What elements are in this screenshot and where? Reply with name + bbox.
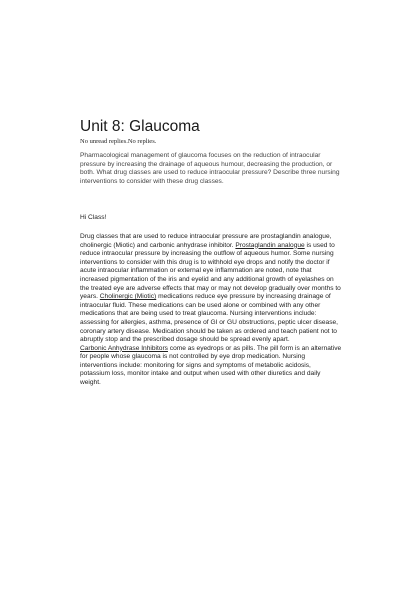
prostaglandin-text: is used to reduce intraocular pressure by increasing the outflow of aqueous humor. Some nursing interventions to consider with this drug is to withhold eye drops and notify the doctor if acute intraocular inflammation or external eye inflammation are noted, note that increased pigmentation of the iris and eyelid and any additional growth of eyelashes on the treated eye are adverse effects that may or may not develop gradually over months to years. xyxy=(80,241,341,301)
reply-status: No unread replies.No replies. xyxy=(80,138,157,145)
term-carbonic-anhydrase-inhibitors: Carbonic Anhydrase Inhibitors xyxy=(80,344,168,352)
page-title: Unit 8: Glaucoma xyxy=(80,118,200,135)
term-cholinergic: Cholinergic (Miotic) xyxy=(99,293,157,301)
carbonic-anhydrase-text: come as eyedrops or as pills. The pill form is an alternative for people whose glaucoma is not controlled by eye drop medication. Nursing interventions include: monitoring for signs and symptoms of metabolic acidosis, potassium loss, monitor intake and output when used with other diuretics and daily weight. xyxy=(80,344,342,387)
cholinergic-text: medications reduce eye pressure by increasing drainage of intraocular fluid. These medications can be used alone or combined with any other medications that are being used to treat glaucoma. Nursing interventions include: assessing for allergies, asthma, presence of GI or GU obstructions, peptic ulcer disease, coronary artery disease. Medication should be taken as ordered and teach patient not to abruptly stop and the prescribed dosage should be spread evenly apart. xyxy=(80,293,339,344)
reply-paragraph-1 xyxy=(80,233,342,345)
reply-greeting: Hi Class! xyxy=(80,214,107,222)
reply-body xyxy=(80,233,342,388)
reply-intro: Drug classes that are used to reduce intraocular pressure are prostaglandin analogue, cholinergic (Miotic) and carbonic anhydrase inhibitor. xyxy=(80,232,332,249)
term-prostaglandin-analogue: Prostaglandin analogue xyxy=(235,241,305,249)
discussion-prompt: Pharmacological management of glaucoma focuses on the reduction of intraocular pressure by increasing the drainage of aqueous humour, decreasing the production, or both. What drug classes are used to reduce intraocular pressure? Describe three nursing interventions to consider with these drug classes. xyxy=(80,152,340,185)
reply-paragraph-2 xyxy=(80,345,342,388)
discussion-post xyxy=(80,118,342,388)
